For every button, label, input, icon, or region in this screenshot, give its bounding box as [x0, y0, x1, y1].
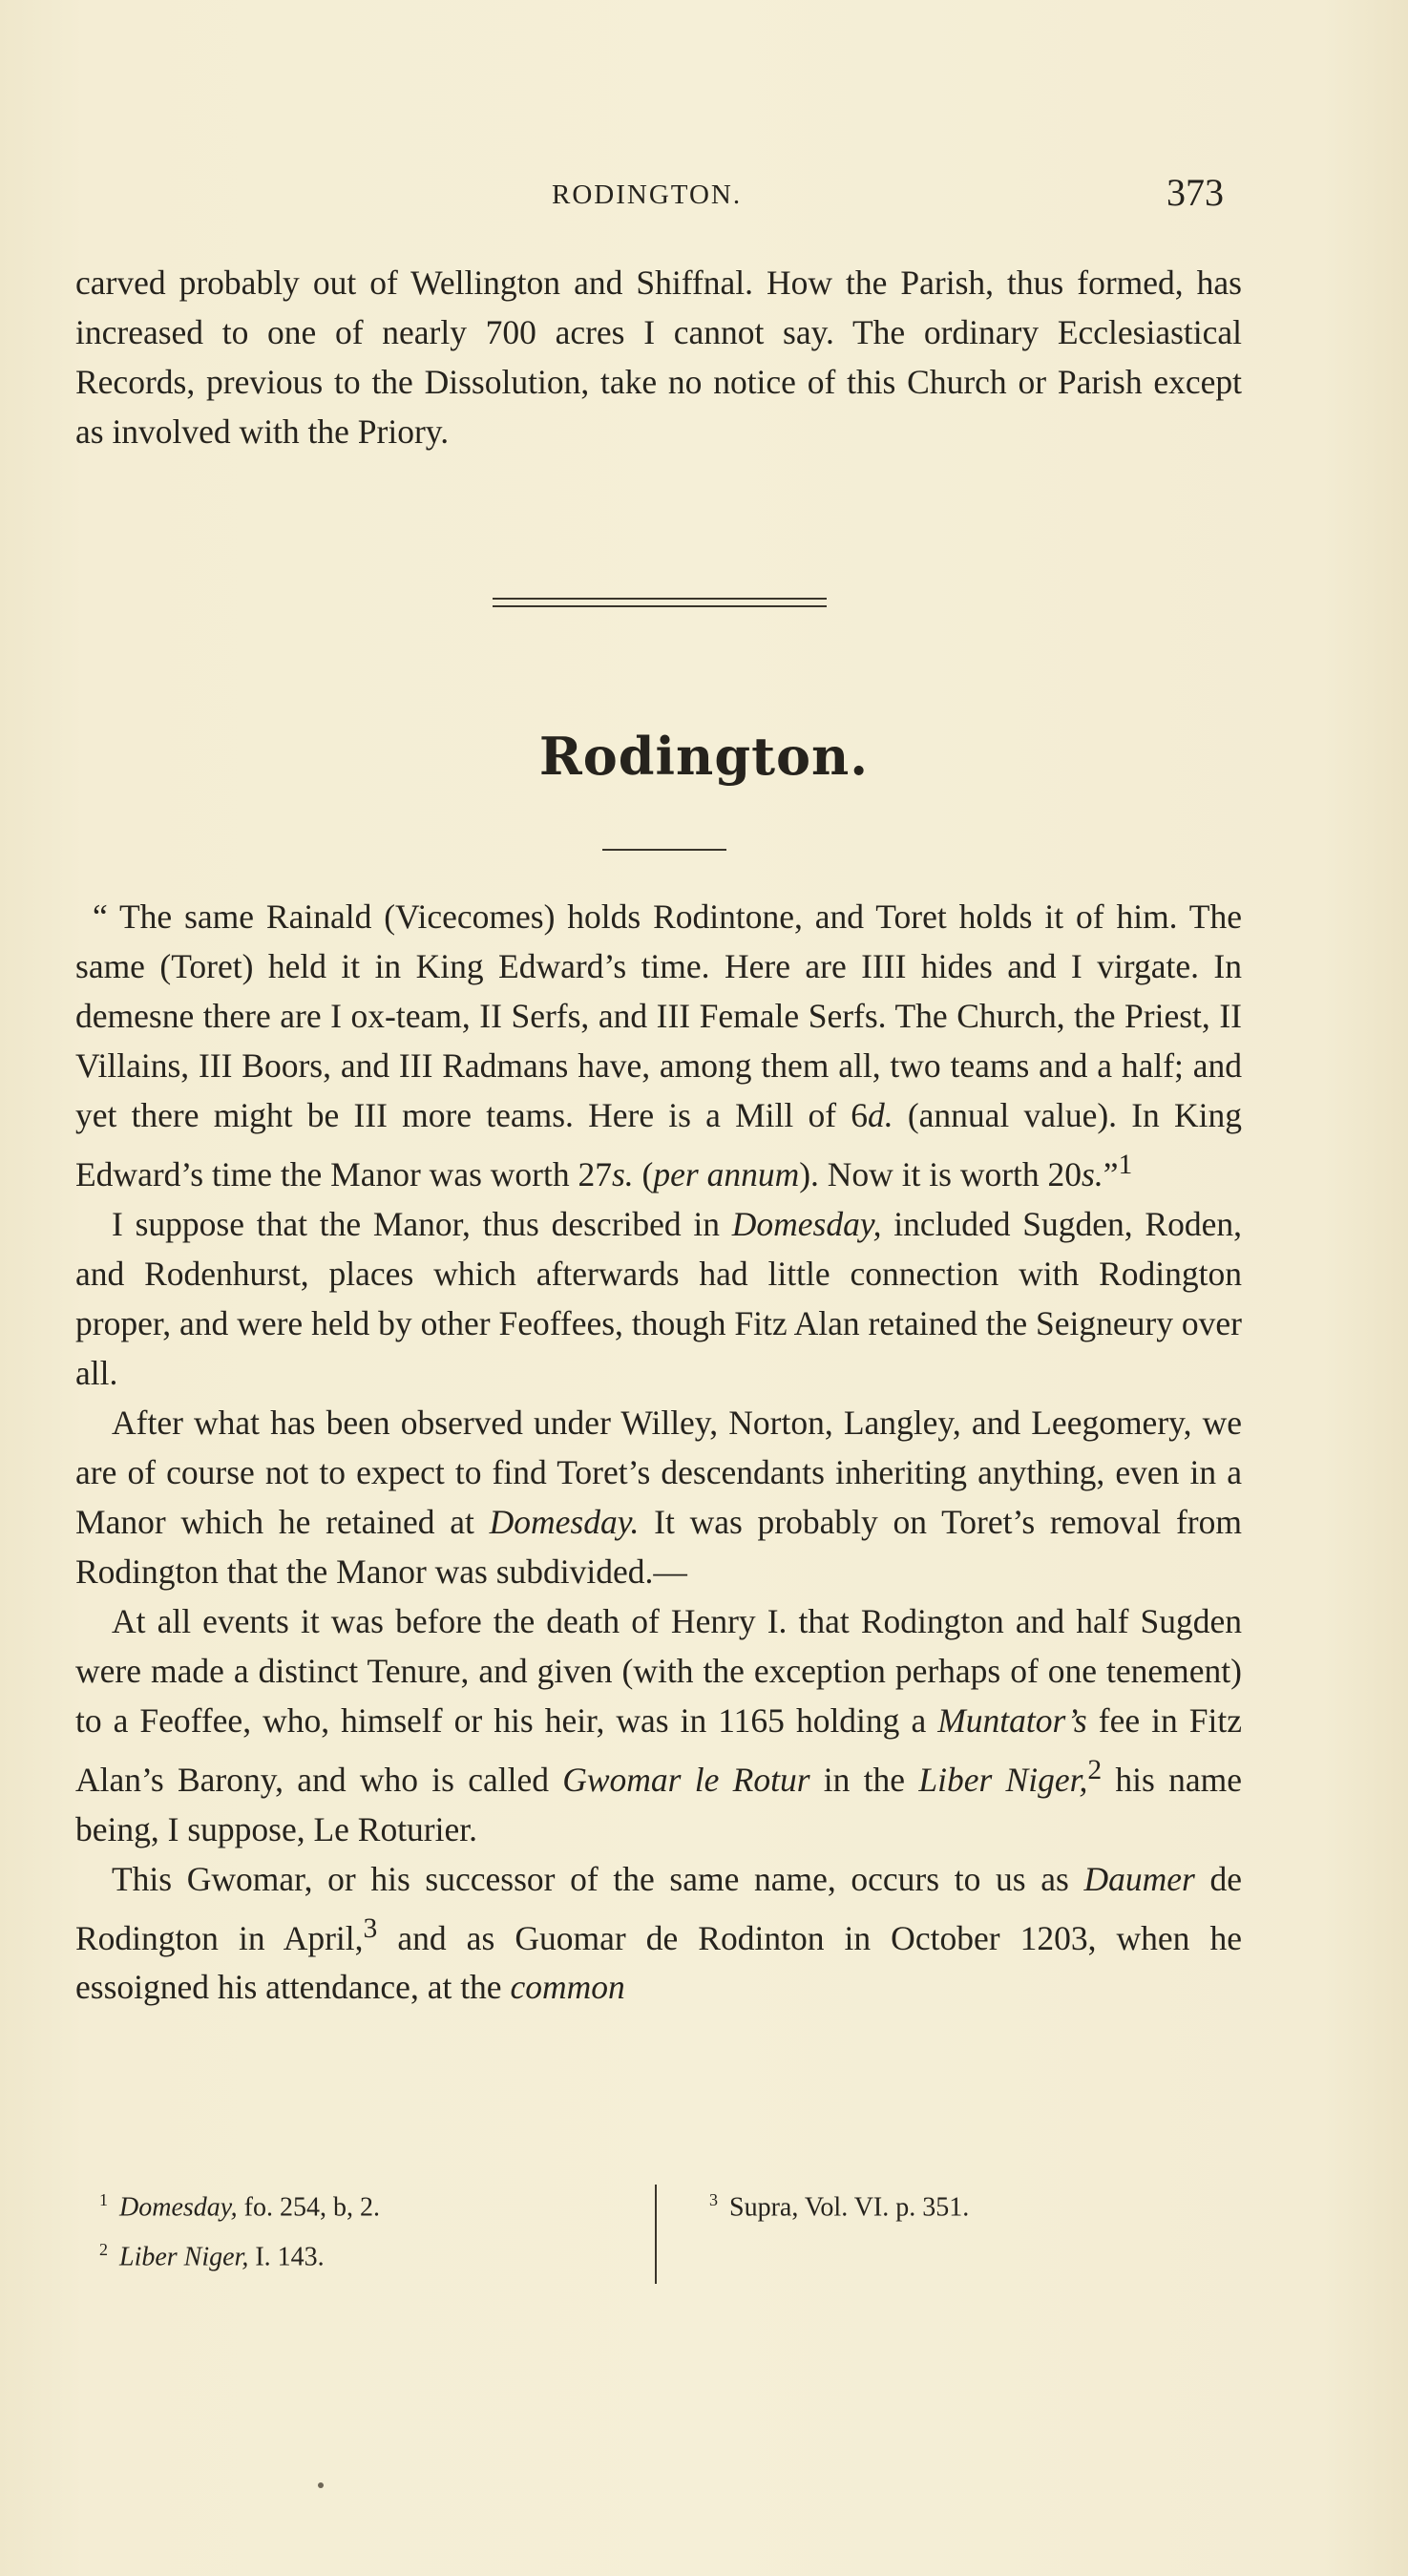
footnote-ref: 2	[1087, 1754, 1103, 1785]
footnote-3	[709, 2175, 969, 2232]
section-divider	[493, 598, 827, 607]
text-run: (	[633, 1154, 654, 1193]
italic-run: Gwomar le Rotur	[562, 1760, 810, 1799]
body-paragraph	[75, 1854, 1242, 2013]
footnote-2	[99, 2225, 325, 2282]
italic-run: common	[510, 1968, 625, 2007]
footnote-number: 1	[99, 2190, 108, 2209]
body-paragraph	[75, 1596, 1242, 1854]
domesday-quote-paragraph	[75, 892, 1242, 1199]
text-run: This Gwomar, or his successor of the same name, occurs to us as	[112, 1859, 1084, 1898]
footnote-text: fo. 254, b, 2.	[237, 2192, 380, 2223]
intro-paragraph: carved probably out of Wellington and Shiffnal. How the Parish, thus formed, has increased to one of nearly 700 acres I cannot say. The ordinary Ecclesiastical Records, previous to the Dissolution, take no notice of this Church or Parish except as involved with the Priory.	[75, 264, 1242, 451]
footnote-text: Supra, Vol. VI. p. 351.	[729, 2192, 970, 2223]
italic-run: Daumer	[1083, 1859, 1195, 1898]
italic-run: Muntator’s	[937, 1700, 1087, 1740]
footnote-italic: Liber Niger,	[119, 2242, 249, 2272]
italic-run: s.	[611, 1154, 634, 1193]
text-run: de Rodington in April,	[75, 1859, 1242, 1957]
italic-run: Domesday.	[489, 1502, 640, 1541]
text-run: I suppose that the Manor, thus described in	[112, 1204, 732, 1243]
text-run: his name being, I suppose, Le Roturier.	[75, 1760, 1243, 1848]
text-run: in the	[809, 1760, 919, 1799]
text-run: “ The same Rainald (Vicecomes) holds Rodintone, and Toret holds it of him. The same (Toret) held it in King Edward’s time. Here are IIII hides and I virgate. In demesne there are I ox-team, II Serfs, and III Female Serfs. The Church, the Priest, II Villains, III Boors, and III Radmans have, among them all, two teams and a half; and yet there might be III more teams. Here is a Mill of 6	[75, 897, 1242, 1134]
ink-speck	[318, 2482, 324, 2488]
italic-run: Liber Niger,	[918, 1760, 1088, 1799]
text-run: It was probably on Toret’s removal from Rodington that the Manor was subdivided.—	[75, 1502, 1242, 1591]
footnote-column-divider	[655, 2185, 657, 2284]
italic-run: per annum	[653, 1154, 800, 1193]
intro-paragraph-block	[75, 258, 1242, 456]
text-run: and as Guomar de Rodinton in October 1203, when he essoigned his attendance, at the	[75, 1918, 1242, 2007]
footnote-number: 2	[99, 2240, 108, 2259]
footnote-italic: Domesday,	[119, 2192, 238, 2223]
text-run: fee in Fitz Alan’s Barony, and who is called	[75, 1700, 1242, 1799]
italic-run: Domesday,	[731, 1204, 882, 1243]
italic-run: s.	[1082, 1154, 1103, 1193]
footnote-number: 3	[709, 2190, 718, 2209]
text-run: At all events it was before the death of Henry I. that Rodington and half Sugden were made a distinct Tenure, and given (with the exception perhaps of one tenement) to a Feoffee, who, himself or his heir, was in 1165 holding a	[75, 1601, 1242, 1740]
footnote-ref: 3	[363, 1912, 378, 1944]
footnote-ref: 1	[1118, 1150, 1133, 1180]
italic-run: d.	[868, 1096, 893, 1134]
body-paragraph	[75, 1398, 1242, 1596]
text-run: included Sugden, Roden, and Rodenhurst, places which afterwards had little connection with Rodington proper, and were held by other Feoffees, though Fitz Alan retained the Seigneury over all.	[75, 1204, 1242, 1392]
text-run: ”	[1103, 1154, 1119, 1193]
running-head: RODINGTON.	[552, 179, 743, 210]
page-number: 373	[1166, 171, 1224, 214]
page-header	[0, 170, 1408, 218]
title-underline	[602, 849, 726, 851]
text-run: (annual value). In King Edward’s time the Manor was worth 27	[75, 1096, 1243, 1193]
body-paragraph	[75, 1199, 1242, 1398]
text-run: ). Now it is worth 20	[799, 1154, 1082, 1193]
footnote-text: I. 143.	[248, 2242, 325, 2272]
section-title: Rodington.	[538, 726, 870, 787]
body-text	[75, 892, 1242, 2012]
text-run: After what has been observed under Willey, Norton, Langley, and Leegomery, we are of course not to expect to find Toret’s descendants inheriting anything, even in a Manor which he retained at	[75, 1403, 1242, 1541]
